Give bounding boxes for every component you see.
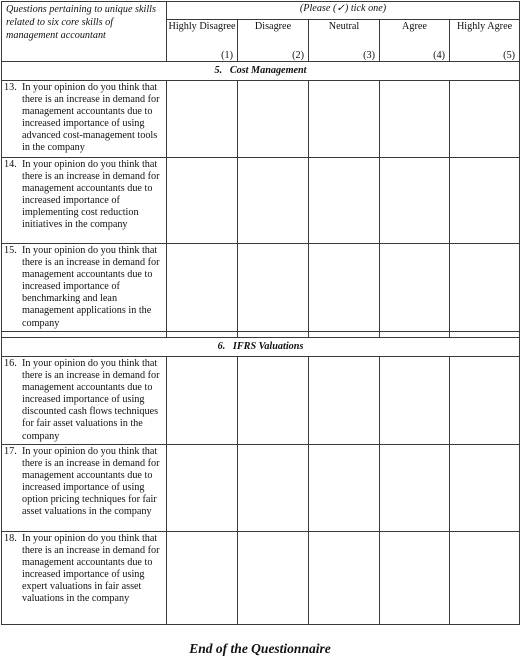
- question-row-16: [2, 357, 520, 445]
- scale-label: Highly Agree: [456, 21, 513, 32]
- question-number: 18.: [4, 533, 17, 544]
- section-row: [2, 62, 520, 81]
- end-of-questionnaire: End of the Questionnaire: [189, 641, 331, 656]
- answer-cell-5[interactable]: [450, 158, 520, 244]
- tick-instruction: (Please (✓) tick one): [167, 2, 520, 20]
- question-text: In your opinion do you think that there is an increase in demand for management accountants due to increased importance of using discounted cash flows techniques for fair asset valuations in the company: [22, 358, 160, 442]
- scale-number: (4): [433, 50, 445, 61]
- answer-cell-5[interactable]: [450, 532, 520, 625]
- scale-label: Disagree: [254, 21, 292, 32]
- questionnaire-table: [1, 1, 520, 625]
- answer-cell-4[interactable]: [380, 445, 450, 532]
- question-text: In your opinion do you think that there is an increase in demand for management accountants due to increased importance of benchmarking and lean management applications in the company: [22, 245, 160, 329]
- answer-cell-1[interactable]: [167, 445, 238, 532]
- question-row-15: [2, 244, 520, 332]
- answer-cell-2[interactable]: [238, 158, 309, 244]
- question-text: In your opinion do you think that there is an increase in demand for management accountants due to increased importance of implementing cost reduction initiatives in the company: [22, 159, 160, 231]
- answer-cell-4[interactable]: [380, 532, 450, 625]
- question-text: In your opinion do you think that there is an increase in demand for management accountants due to increased importance of using advanced cost-management tools in the company: [22, 82, 160, 154]
- question-number: 17.: [4, 446, 17, 457]
- answer-cell-2[interactable]: [238, 244, 309, 332]
- question-row-17: [2, 445, 520, 532]
- answer-cell-3[interactable]: [309, 244, 380, 332]
- question-row-13: [2, 81, 520, 158]
- scale-number: (1): [221, 50, 233, 61]
- question-cell: [2, 158, 167, 244]
- answer-cell-3[interactable]: [309, 81, 380, 158]
- answer-cell-1[interactable]: [167, 244, 238, 332]
- answer-cell-3[interactable]: [309, 445, 380, 532]
- question-number: 16.: [4, 358, 17, 369]
- question-cell: [2, 445, 167, 532]
- answer-cell-3[interactable]: [309, 158, 380, 244]
- scale-number: (3): [363, 50, 375, 61]
- answer-cell-3[interactable]: [309, 532, 380, 625]
- question-cell: [2, 532, 167, 625]
- answer-cell-1[interactable]: [167, 532, 238, 625]
- section-title-cost-management: 5. Cost Management: [2, 62, 520, 81]
- answer-cell-5[interactable]: [450, 81, 520, 158]
- question-number: 15.: [4, 245, 17, 256]
- scale-highly-agree: [450, 20, 520, 62]
- question-cell: [2, 357, 167, 445]
- scale-highly-disagree: [167, 20, 238, 62]
- answer-cell-4[interactable]: [380, 244, 450, 332]
- question-row-14: [2, 158, 520, 244]
- answer-cell-1[interactable]: [167, 158, 238, 244]
- section-title-ifrs-valuations: 6. IFRS Valuations: [2, 338, 520, 357]
- answer-cell-5[interactable]: [450, 244, 520, 332]
- answer-cell-1[interactable]: [167, 357, 238, 445]
- scale-agree: [380, 20, 450, 62]
- header-row: [2, 2, 520, 20]
- answer-cell-4[interactable]: [380, 357, 450, 445]
- answer-cell-2[interactable]: [238, 81, 309, 158]
- answer-cell-1[interactable]: [167, 81, 238, 158]
- question-column-header: Questions pertaining to unique skills related to six core skills of management accountant: [2, 2, 167, 62]
- scale-label: Highly Disagree: [168, 21, 236, 32]
- answer-cell-2[interactable]: [238, 532, 309, 625]
- scale-neutral: [309, 20, 380, 62]
- answer-cell-4[interactable]: [380, 81, 450, 158]
- scale-disagree: [238, 20, 309, 62]
- scale-number: (2): [292, 50, 304, 61]
- answer-cell-5[interactable]: [450, 357, 520, 445]
- answer-cell-4[interactable]: [380, 158, 450, 244]
- question-number: 14.: [4, 159, 17, 170]
- question-row-18: [2, 532, 520, 625]
- question-cell: [2, 81, 167, 158]
- scale-number: (5): [503, 50, 516, 61]
- question-text: In your opinion do you think that there is an increase in demand for management accountants due to increased importance of using option pricing techniques for fair asset valuations in the company: [22, 446, 160, 518]
- answer-cell-2[interactable]: [238, 445, 309, 532]
- scale-label: Neutral: [328, 21, 360, 32]
- scale-label: Agree: [402, 21, 427, 32]
- question-text: In your opinion do you think that there is an increase in demand for management accountants due to increased importance of using expert valuations in fair asset valuations in the company: [22, 533, 160, 605]
- question-number: 13.: [4, 82, 17, 93]
- answer-cell-2[interactable]: [238, 357, 309, 445]
- answer-cell-5[interactable]: [450, 445, 520, 532]
- question-cell: [2, 244, 167, 332]
- answer-cell-3[interactable]: [309, 357, 380, 445]
- section-row: [2, 338, 520, 357]
